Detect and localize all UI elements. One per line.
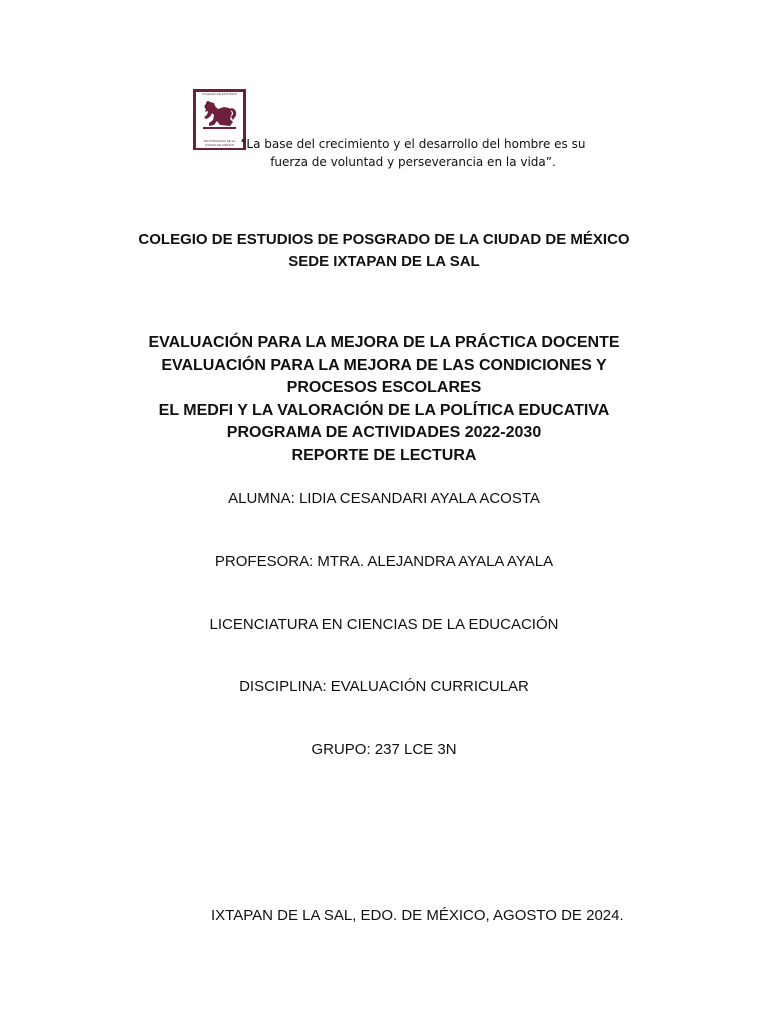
college-logo bbox=[193, 89, 246, 150]
institution-heading bbox=[0, 229, 768, 273]
logo-text-bottom-line-1: DE POSGRADO DE LA bbox=[203, 139, 236, 143]
student-name: ALUMNA: LIDIA CESANDARI AYALA ACOSTA bbox=[228, 490, 540, 507]
title-line: PROCESOS ESCOLARES bbox=[286, 379, 482, 397]
institution-name: COLEGIO DE ESTUDIOS DE POSGRADO DE LA CIUDAD DE MÉXICO bbox=[138, 231, 630, 248]
logo-text-bottom-line-2: CIUDAD DE MÉXICO bbox=[204, 142, 235, 147]
document-titles bbox=[0, 332, 768, 468]
title-line: EVALUACIÓN PARA LA MEJORA DE LAS CONDICIONES Y bbox=[161, 356, 607, 374]
logo-text-top: COLEGIO DE ESTUDIOS bbox=[202, 92, 237, 96]
heraldic-lion-icon bbox=[200, 98, 239, 133]
teacher-name: PROFESORA: MTRA. ALEJANDRA AYALA AYALA bbox=[214, 553, 554, 570]
title-line: EL MEDFI Y LA VALORACIÓN DE LA POLÍTICA EDUCATIVA bbox=[158, 401, 610, 419]
logo-text-bottom bbox=[196, 140, 243, 147]
place-date: IXTAPAN DE LA SAL, EDO. DE MÉXICO, AGOSTO DE 2024. bbox=[211, 907, 624, 924]
institution-campus: SEDE IXTAPAN DE LA SAL bbox=[288, 253, 480, 270]
motto-quote bbox=[240, 135, 586, 171]
degree-program: LICENCIATURA EN CIENCIAS DE LA EDUCACIÓN bbox=[209, 616, 559, 633]
quote-line-2: fuerza de voluntad y perseverancia en la vida”. bbox=[270, 155, 556, 169]
title-line: REPORTE DE LECTURA bbox=[291, 446, 477, 464]
group: GRUPO: 237 LCE 3N bbox=[311, 741, 457, 758]
title-line: PROGRAMA DE ACTIVIDADES 2022-2030 bbox=[226, 424, 542, 442]
discipline: DISCIPLINA: EVALUACIÓN CURRICULAR bbox=[239, 678, 529, 695]
quote-line-1: “La base del crecimiento y el desarrollo del hombre es su bbox=[240, 137, 586, 151]
title-line: EVALUACIÓN PARA LA MEJORA DE LA PRÁCTICA DOCENTE bbox=[148, 334, 620, 351]
